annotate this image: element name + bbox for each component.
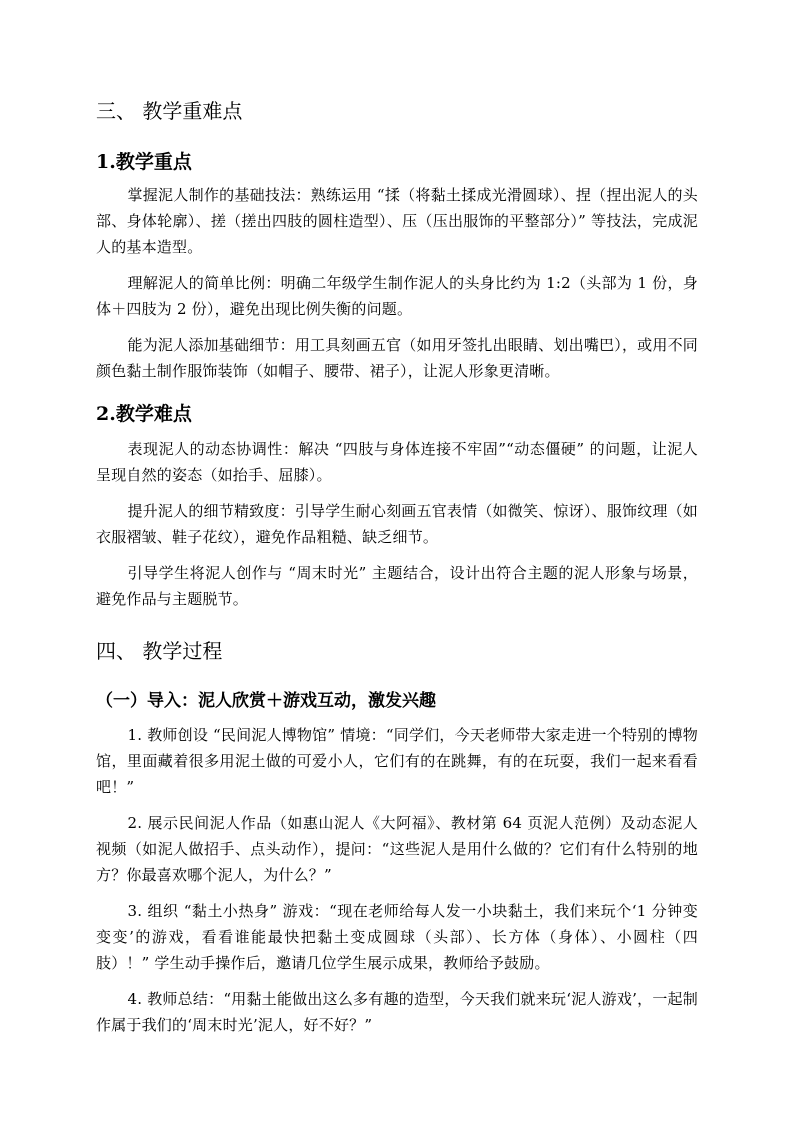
paragraph: 掌握泥人制作的基础技法：熟练运用 “揉（将黏土揉成光滑圆球）、捏（捏出泥人的头部、身体轮廓）、搓（搓出四肢的圆柱造型）、压（压出服饰的平整部分）” 等技法，完成泥人的基本造型。	[96, 186, 698, 256]
section-key-points	[96, 148, 698, 384]
section-introduction	[96, 688, 698, 1038]
section-difficult-points	[96, 400, 698, 612]
subsection-heading-difficult-points: 2.教学难点	[96, 403, 192, 425]
paragraph: 引导学生将泥人创作与 “周末时光” 主题结合，设计出符合主题的泥人形象与场景，避免作品与主题脱节。	[96, 564, 698, 608]
paragraph: 2. 展示民间泥人作品（如惠山泥人《大阿福》、教材第 64 页泥人范例）及动态泥人视频（如泥人做招手、点头动作），提问：“这些泥人是用什么做的？它们有什么特别的地方？你最喜欢哪个泥人，为什么？”	[96, 814, 698, 884]
paragraph: 4. 教师总结：“用黏土能做出这么多有趣的造型，今天我们就来玩‘泥人游戏’，一起制作属于我们的‘周末时光’泥人，好不好？”	[96, 990, 698, 1034]
paragraph: 能为泥人添加基础细节：用工具刻画五官（如用牙签扎出眼睛、划出嘴巴），或用不同颜色黏土制作服饰装饰（如帽子、腰带、裙子），让泥人形象更清晰。	[96, 336, 698, 380]
paragraph: 提升泥人的细节精致度：引导学生耐心刻画五官表情（如微笑、惊讶）、服饰纹理（如衣服褶皱、鞋子花纹），避免作品粗糙、缺乏细节。	[96, 502, 698, 546]
section-heading-key-difficult-points: 三、 教学重难点	[96, 99, 243, 123]
subsection-heading-key-points: 1.教学重点	[96, 151, 192, 173]
paragraph: 3. 组织 “黏土小热身” 游戏：“现在老师给每人发一小块黏土，我们来玩个‘1 分钟变变变’的游戏，看看谁能最快把黏土变成圆球（头部）、长方体（身体）、小圆柱（四肢）！” 学生动手操作后，邀请几位学生展示成果，教师给予鼓励。	[96, 902, 698, 972]
paragraph: 表现泥人的动态协调性：解决 “四肢与身体连接不牢固”“动态僵硬” 的问题，让泥人呈现自然的姿态（如抬手、屈膝）。	[96, 440, 698, 484]
paragraph: 1. 教师创设 “民间泥人博物馆” 情境：“同学们，今天老师带大家走进一个特别的博物馆，里面藏着很多用泥土做的可爱小人，它们有的在跳舞，有的在玩耍，我们一起来看看吧！”	[96, 726, 698, 796]
paragraph: 理解泥人的简单比例：明确二年级学生制作泥人的头身比约为 1:2（头部为 1 份，身体＋四肢为 2 份），避免出现比例失衡的问题。	[96, 274, 698, 318]
section-heading-teaching-process: 四、 教学过程	[96, 639, 223, 663]
subsection-heading-introduction: （一）导入：泥人欣赏＋游戏互动，激发兴趣	[96, 691, 436, 711]
